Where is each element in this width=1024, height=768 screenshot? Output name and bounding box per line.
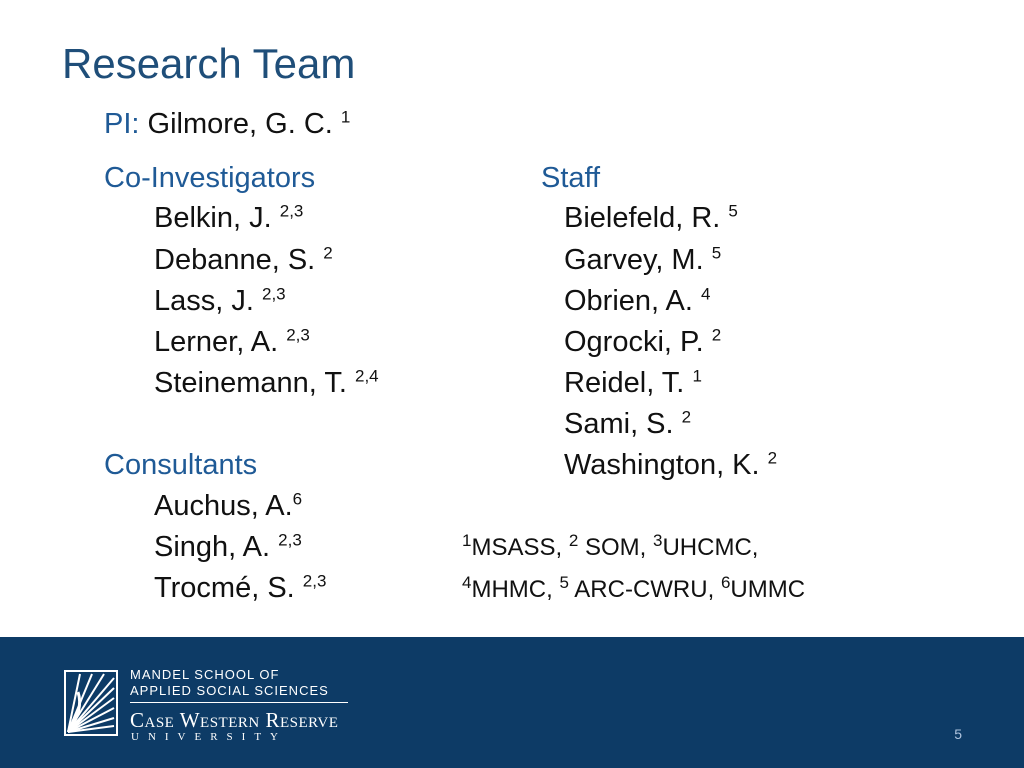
member-affiliation: 2,3 (279, 201, 304, 221)
member-affiliation: 2,4 (354, 366, 379, 386)
staff-item (564, 200, 738, 236)
member-affiliation: 2,3 (286, 325, 310, 345)
staff-item (564, 283, 711, 319)
affiliation-legend-line-2 (462, 572, 805, 608)
co-investigator-item (154, 200, 303, 236)
footnote-label: SOM, (584, 534, 647, 561)
pi-line (104, 106, 350, 142)
footnote-number: 3 (653, 531, 663, 550)
footnote-label: UHCMC, (662, 534, 759, 561)
co-investigator-item (154, 242, 333, 278)
member-name: Bielefeld, R. (564, 202, 721, 234)
member-name: Steinemann, T. (154, 367, 347, 399)
university-label: UNIVERSITY (131, 731, 287, 743)
consultants-heading: Consultants (104, 449, 258, 481)
member-affiliation: 2 (323, 243, 333, 263)
member-affiliation: 5 (728, 201, 738, 221)
member-name: Lerner, A. (154, 326, 279, 358)
member-name: Garvey, M. (564, 244, 704, 276)
member-affiliation: 2,3 (262, 284, 286, 304)
member-name: Lass, J. (154, 285, 254, 317)
staff-item (564, 242, 721, 278)
staff-item (564, 406, 691, 442)
school-name (130, 667, 329, 699)
staff-item (564, 447, 777, 483)
member-affiliation: 2 (767, 448, 778, 468)
university-name: Case Western Reserve (130, 708, 339, 732)
footnote-label: MHMC, (471, 576, 553, 603)
school-name-line-2: APPLIED SOCIAL SCIENCES (130, 683, 329, 698)
member-name: Singh, A. (154, 531, 271, 563)
member-name: Ogrocki, P. (564, 326, 704, 358)
footnote-number: 2 (568, 531, 579, 550)
member-name: Sami, S. (564, 408, 674, 440)
member-affiliation: 2 (681, 407, 692, 427)
footnote-number: 4 (462, 573, 472, 592)
footnote-number: 6 (720, 573, 731, 592)
footnote-label: MSASS, (471, 534, 563, 561)
member-name: Washington, K. (564, 449, 760, 481)
co-investigator-item (154, 283, 286, 319)
footnote-label: UMMC (730, 576, 806, 603)
member-affiliation: 4 (701, 284, 711, 304)
member-affiliation: 1 (692, 366, 702, 386)
staff-heading: Staff (541, 162, 601, 194)
pi-name: Gilmore, G. C. (147, 108, 333, 140)
page-number: 5 (954, 726, 962, 742)
member-affiliation: 6 (292, 489, 303, 509)
pi-label: PI: (104, 108, 140, 140)
co-investigator-item (154, 365, 379, 401)
member-name: Reidel, T. (564, 367, 685, 399)
staff-item (564, 324, 721, 360)
footnote-number: 5 (559, 573, 569, 592)
member-name: Auchus, A. (154, 490, 293, 522)
footer-bar (0, 637, 1024, 768)
member-name: Debanne, S. (154, 244, 316, 276)
member-affiliation: 2 (711, 325, 722, 345)
school-name-line-1: MANDEL SCHOOL OF (130, 667, 280, 682)
footer-divider (130, 702, 348, 703)
consultant-item (154, 488, 302, 524)
member-name: Trocmé, S. (154, 572, 295, 604)
slide-title: Research Team (62, 40, 356, 87)
member-affiliation: 2,3 (278, 530, 302, 550)
member-name: Obrien, A. (564, 285, 693, 317)
consultant-item (154, 570, 326, 606)
footnote-number: 1 (462, 531, 472, 550)
member-affiliation: 2,3 (302, 571, 327, 591)
consultant-item (154, 529, 302, 565)
pi-affiliation: 1 (340, 107, 351, 127)
member-affiliation: 5 (711, 243, 722, 263)
affiliation-legend-line-1 (462, 530, 758, 566)
university-logo-icon (64, 670, 118, 736)
co-investigators-heading: Co-Investigators (104, 162, 316, 194)
footnote-label: ARC-CWRU, (574, 576, 715, 603)
member-name: Belkin, J. (154, 202, 272, 234)
staff-item (564, 365, 702, 401)
co-investigator-item (154, 324, 310, 360)
